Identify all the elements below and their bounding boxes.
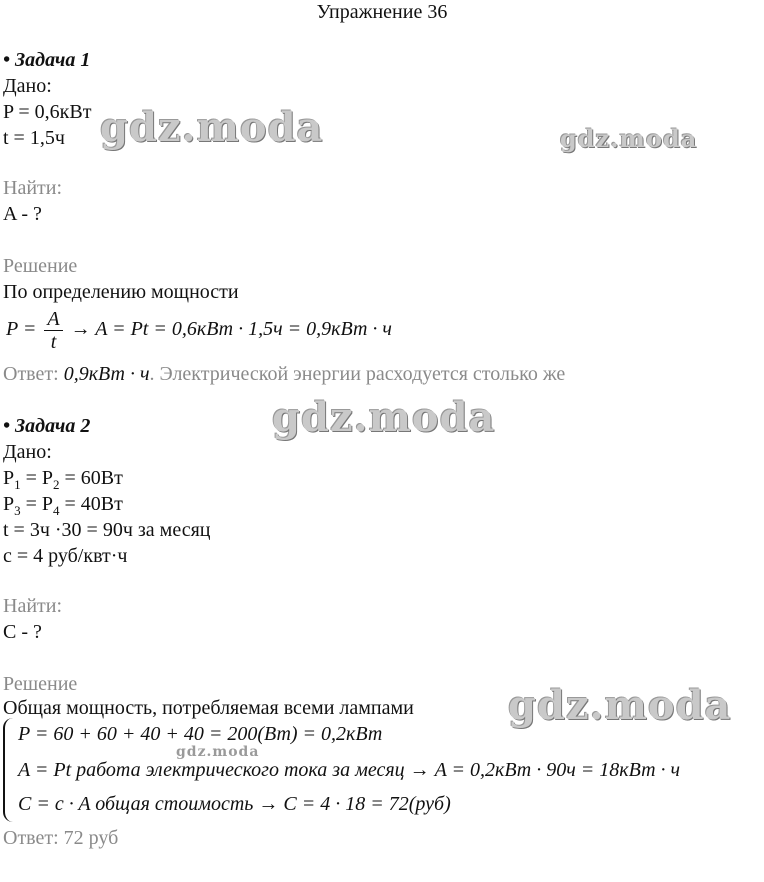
formula-numerator: A bbox=[44, 308, 62, 331]
given-subscript: 4 bbox=[53, 503, 60, 518]
task1-answer-value: 0,9кВт · ч bbox=[63, 363, 150, 385]
task1-header: • Задача 1 bbox=[3, 49, 91, 71]
system-line-cost: C = c · A общая стоимость → C = 4 · 18 = 72(руб) bbox=[18, 793, 451, 815]
given-subscript: 3 bbox=[14, 503, 21, 518]
task2-header: • Задача 2 bbox=[3, 415, 91, 437]
watermark: gdz.moda bbox=[176, 744, 260, 760]
system-line-work: A = Pt работа электрического тока за месяц → A = 0,2кВт · 90ч = 18кВт · ч bbox=[18, 759, 681, 781]
task1-given-power: P = 0,6кВт bbox=[3, 101, 92, 123]
task2-find-label: Найти: bbox=[3, 595, 63, 617]
watermark: gdz.moda bbox=[272, 394, 496, 441]
task1-find: A - ? bbox=[3, 203, 42, 225]
given-symbol: P bbox=[3, 493, 15, 515]
given-value: = 60Вт bbox=[59, 467, 123, 489]
system-brace bbox=[3, 718, 15, 822]
task2-answer: Ответ: 72 руб bbox=[3, 827, 119, 849]
given-symbol: P bbox=[3, 467, 15, 489]
system-line-power: P = 60 + 60 + 40 + 40 = 200(Вт) = 0,2кВт bbox=[18, 723, 383, 745]
watermark: gdz.moda bbox=[508, 682, 732, 729]
task1-answer-text: . Электрической энергии расходуется столько же bbox=[149, 363, 566, 385]
given-value: = 40Вт bbox=[59, 493, 123, 515]
formula-denominator: t bbox=[50, 330, 57, 353]
given-subscript: 1 bbox=[14, 477, 21, 492]
task2-given-label: Дано: bbox=[3, 441, 52, 463]
task2-solution-label: Решение bbox=[3, 673, 78, 695]
page-title: Упражнение 36 bbox=[316, 1, 448, 23]
task1-answer bbox=[3, 362, 565, 386]
watermark: gdz.moda bbox=[100, 104, 324, 151]
given-symbol: = P bbox=[20, 467, 54, 489]
task2-given-cost: c = 4 руб/квт·ч bbox=[3, 545, 128, 567]
task1-solution-label: Решение bbox=[3, 255, 78, 277]
watermark: gdz.moda bbox=[560, 124, 698, 153]
task2-given-time: t = 3ч ·30 = 90ч за месяц bbox=[3, 519, 211, 541]
given-symbol: = P bbox=[20, 493, 54, 515]
task1-find-label: Найти: bbox=[3, 177, 63, 199]
task1-answer-label: Ответ: bbox=[3, 363, 59, 385]
task2-solution-text: Общая мощность, потребляемая всеми лампами bbox=[3, 697, 414, 719]
task1-formula bbox=[6, 305, 392, 353]
task1-given-time: t = 1,5ч bbox=[3, 127, 65, 149]
formula-fraction bbox=[44, 308, 62, 353]
given-subscript: 2 bbox=[53, 477, 60, 492]
task1-given-label: Дано: bbox=[3, 75, 52, 97]
formula-lhs: P = bbox=[6, 318, 37, 340]
task2-find: C - ? bbox=[3, 621, 42, 643]
task1-solution-text: По определению мощности bbox=[3, 281, 239, 303]
formula-rhs: → A = Pt = 0,6кВт · 1,5ч = 0,9кВт · ч bbox=[70, 318, 392, 340]
